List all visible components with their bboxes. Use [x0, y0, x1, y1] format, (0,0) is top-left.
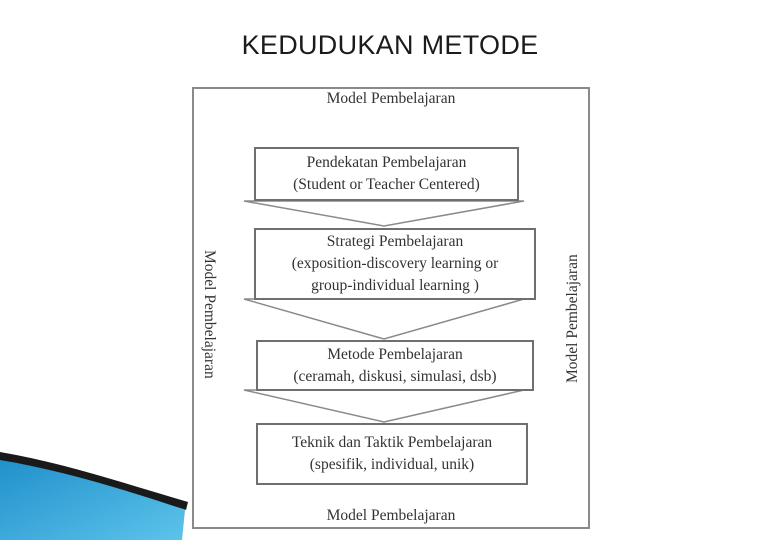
box-metode-detail: (ceramah, diskusi, simulasi, dsb) [293, 367, 497, 385]
slide-title: KEDUDUKAN METODE [241, 30, 539, 60]
frame-label-bottom: Model Pembelajaran [326, 507, 456, 524]
frame-label-right: Model Pembelajaran [564, 254, 581, 384]
box-strategi-title: Strategi Pembelajaran [326, 233, 464, 250]
box-teknik-detail: (spesifik, individual, unik) [309, 456, 475, 473]
model-pembelajaran-frame [192, 87, 590, 529]
arrow-3-icon [244, 390, 524, 422]
box-metode-title: Metode Pembelajaran [327, 345, 463, 363]
corner-swoosh-decoration [0, 440, 200, 540]
frame-label-left: Model Pembelajaran [201, 249, 218, 379]
box-strategi [254, 228, 536, 300]
arrow-1-icon [244, 201, 524, 226]
box-strategi-detail-2: group-individual learning ) [311, 277, 479, 294]
box-pendekatan-detail: (Student or Teacher Centered) [293, 176, 480, 193]
box-teknik-title: Teknik dan Taktik Pembelajaran [291, 434, 493, 451]
arrow-2-icon [244, 299, 524, 339]
box-metode [256, 340, 534, 391]
box-teknik [256, 423, 528, 485]
box-pendekatan-title: Pendekatan Pembelajaran [306, 154, 467, 171]
box-strategi-detail-1: (exposition-discovery learning or [291, 255, 499, 272]
box-pendekatan [254, 147, 519, 201]
frame-label-top: Model Pembelajaran [326, 90, 456, 107]
